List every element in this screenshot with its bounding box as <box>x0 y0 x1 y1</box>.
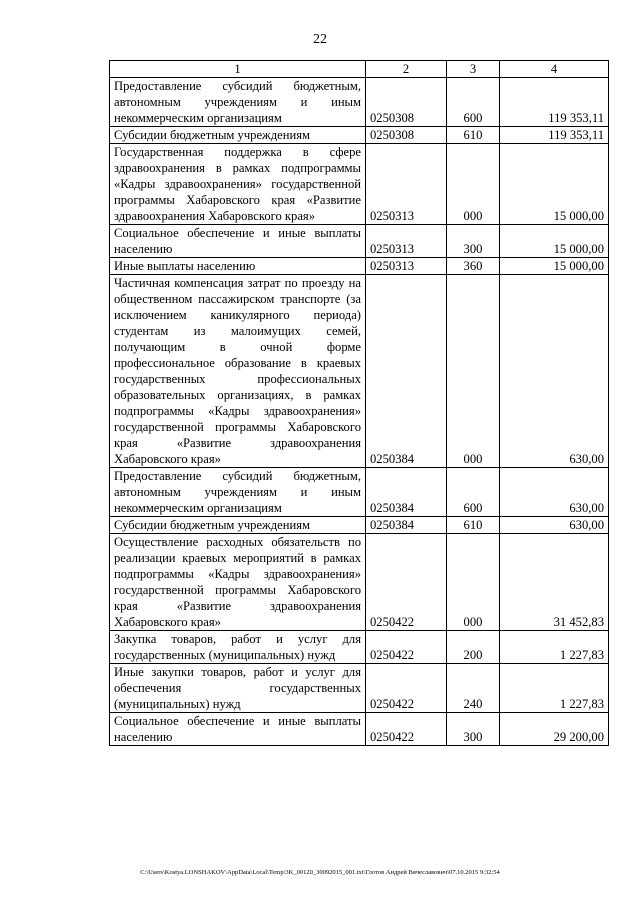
row-description: Иные выплаты населению <box>110 258 366 275</box>
table-row <box>110 534 609 631</box>
row-amount: 119 353,11 <box>500 127 609 144</box>
file-path-footer: C:\Users\Kostya.LONSHAKOV\AppData\Local\Temp\3K_00120_30092015_001.txt\Глотов Андрей Вячеславович\07.10.2015 9:32:54 <box>140 869 500 876</box>
row-description: Предоставление субсидий бюджетным, автономным учреждениям и иным некоммерческим организациям <box>110 468 366 517</box>
row-target-code: 0250384 <box>366 275 447 468</box>
row-target-code: 0250313 <box>366 144 447 225</box>
row-description: Осуществление расходных обязательств по реализации краевых мероприятий в рамках подпрограммы «Кадры здравоохранения» государственной программы Хабаровского края «Развитие здравоохранения Хабаровского края» <box>110 534 366 631</box>
row-description: Частичная компенсация затрат по проезду на общественном пассажирском транспорте (за исключением каникулярного периода) студентам из малоимущих семей, получающим в очной форме профессиональное образование в краевых государственных профессиональных образовательных организациях, в рамках подпрограммы «Кадры здравоохранения» государственной программы Хабаровского края «Развитие здравоохранения Хабаровского края» <box>110 275 366 468</box>
table-row <box>110 144 609 225</box>
header-col-2: 2 <box>366 61 447 78</box>
row-amount: 31 452,83 <box>500 534 609 631</box>
table-row <box>110 275 609 468</box>
row-description: Социальное обеспечение и иные выплаты населению <box>110 713 366 746</box>
table-row <box>110 127 609 144</box>
row-description: Субсидии бюджетным учреждениям <box>110 517 366 534</box>
row-expense-type: 360 <box>447 258 500 275</box>
budget-table <box>109 60 609 746</box>
row-target-code: 0250313 <box>366 258 447 275</box>
row-expense-type: 000 <box>447 144 500 225</box>
row-amount: 15 000,00 <box>500 144 609 225</box>
table-row <box>110 225 609 258</box>
table-row <box>110 517 609 534</box>
row-amount: 630,00 <box>500 468 609 517</box>
table-row <box>110 713 609 746</box>
table-row <box>110 258 609 275</box>
table-header-row <box>110 61 609 78</box>
header-col-3: 3 <box>447 61 500 78</box>
row-expense-type: 000 <box>447 275 500 468</box>
row-amount: 15 000,00 <box>500 258 609 275</box>
row-expense-type: 600 <box>447 78 500 127</box>
row-target-code: 0250308 <box>366 127 447 144</box>
table-row <box>110 664 609 713</box>
row-target-code: 0250422 <box>366 631 447 664</box>
row-description: Закупка товаров, работ и услуг для государственных (муниципальных) нужд <box>110 631 366 664</box>
row-target-code: 0250384 <box>366 517 447 534</box>
row-description: Иные закупки товаров, работ и услуг для обеспечения государственных (муниципальных) нужд <box>110 664 366 713</box>
header-col-1: 1 <box>110 61 366 78</box>
row-target-code: 0250422 <box>366 534 447 631</box>
row-amount: 1 227,83 <box>500 631 609 664</box>
row-amount: 15 000,00 <box>500 225 609 258</box>
row-amount: 630,00 <box>500 517 609 534</box>
header-col-4: 4 <box>500 61 609 78</box>
row-amount: 29 200,00 <box>500 713 609 746</box>
row-target-code: 0250384 <box>366 468 447 517</box>
row-amount: 1 227,83 <box>500 664 609 713</box>
row-amount: 119 353,11 <box>500 78 609 127</box>
row-expense-type: 300 <box>447 713 500 746</box>
row-expense-type: 240 <box>447 664 500 713</box>
row-expense-type: 300 <box>447 225 500 258</box>
row-target-code: 0250422 <box>366 713 447 746</box>
row-target-code: 0250422 <box>366 664 447 713</box>
row-expense-type: 600 <box>447 468 500 517</box>
page-number: 22 <box>313 32 327 47</box>
row-description: Предоставление субсидий бюджетным, автономным учреждениям и иным некоммерческим организациям <box>110 78 366 127</box>
row-target-code: 0250313 <box>366 225 447 258</box>
table-row <box>110 468 609 517</box>
table-row <box>110 78 609 127</box>
row-target-code: 0250308 <box>366 78 447 127</box>
row-expense-type: 000 <box>447 534 500 631</box>
row-amount: 630,00 <box>500 275 609 468</box>
row-expense-type: 610 <box>447 127 500 144</box>
row-description: Государственная поддержка в сфере здравоохранения в рамках подпрограммы «Кадры здравоохранения» государственной программы Хабаровского края «Развитие здравоохранения Хабаровского края» <box>110 144 366 225</box>
row-description: Субсидии бюджетным учреждениям <box>110 127 366 144</box>
row-expense-type: 610 <box>447 517 500 534</box>
row-description: Социальное обеспечение и иные выплаты населению <box>110 225 366 258</box>
table-row <box>110 631 609 664</box>
row-expense-type: 200 <box>447 631 500 664</box>
